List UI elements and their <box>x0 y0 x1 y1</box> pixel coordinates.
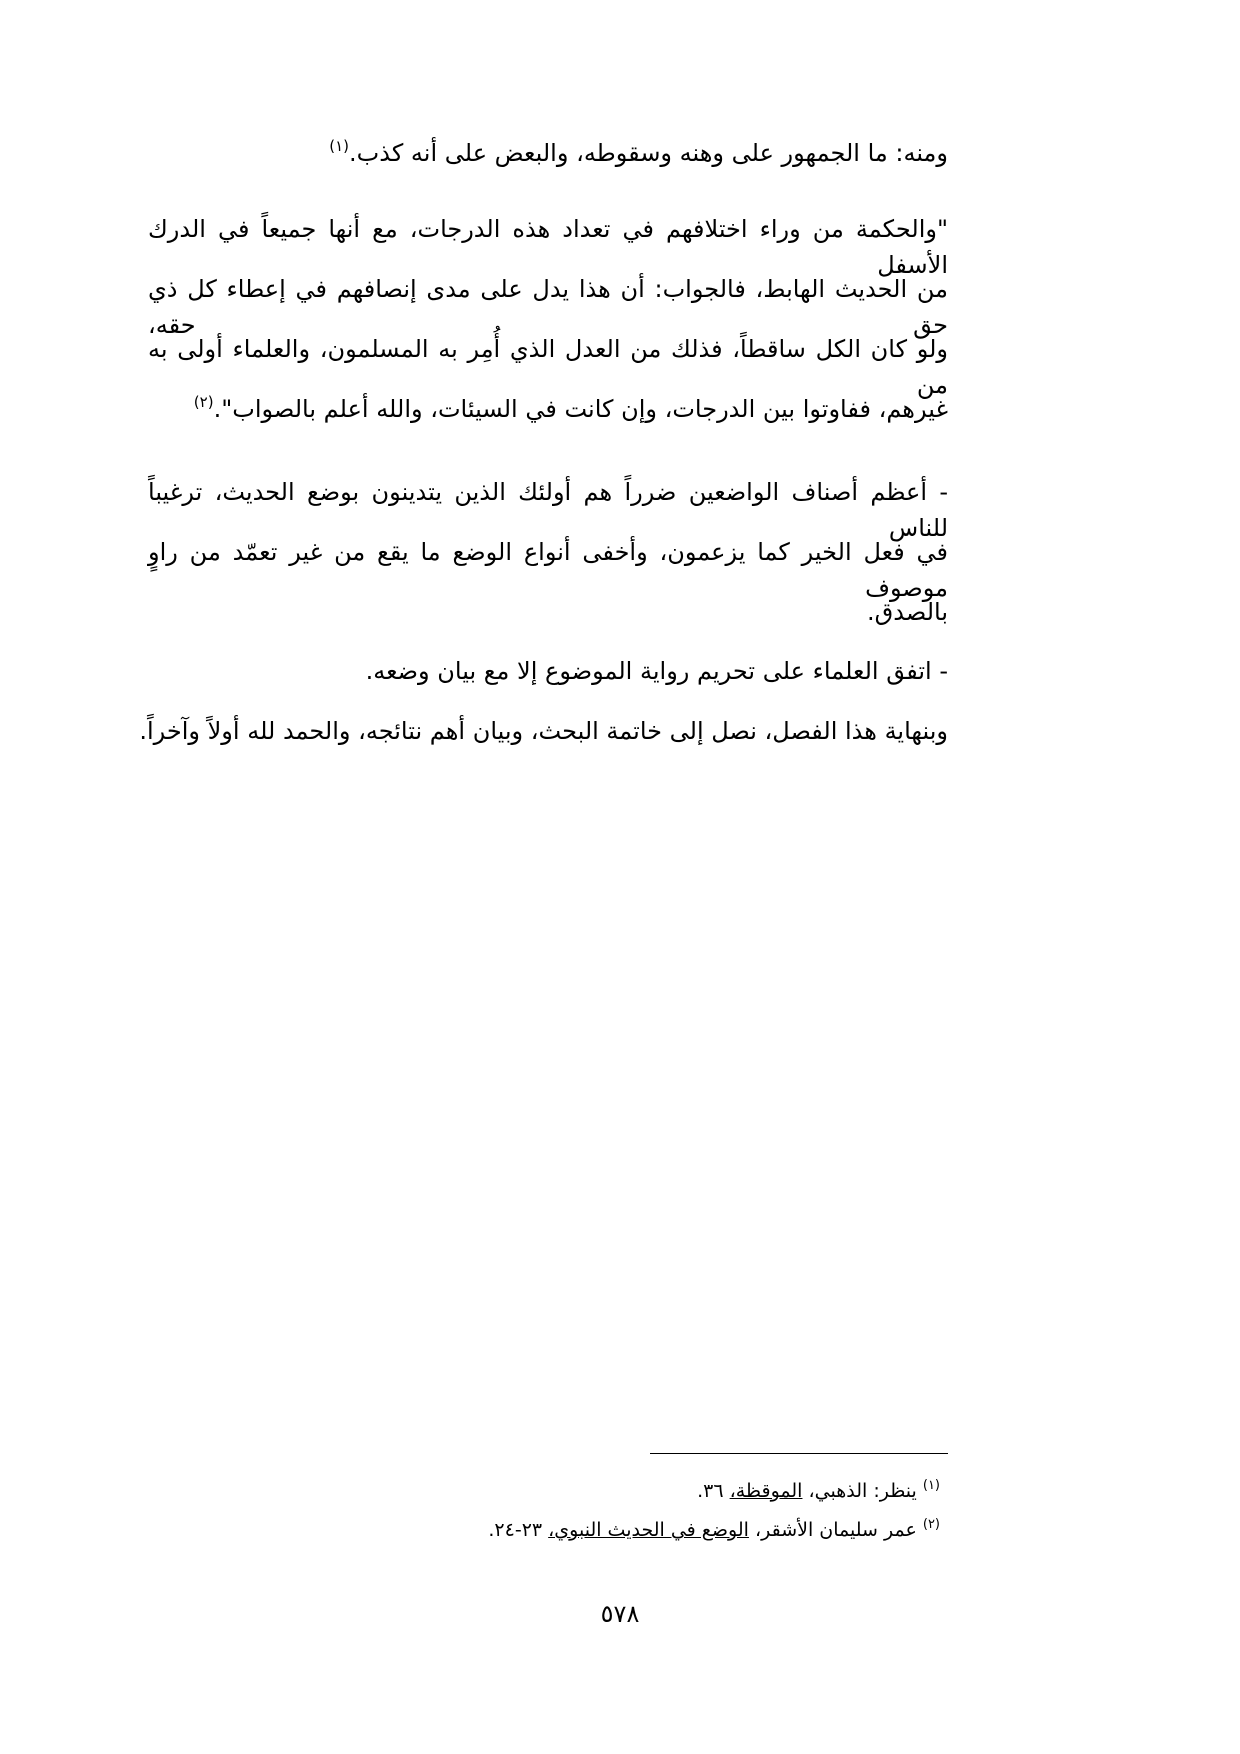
paragraph-4: - اتفق العلماء على تحريم رواية الموضوع إلا مع بيان وضعه. <box>365 657 948 685</box>
footnote-1-title: الموقظة، <box>729 1480 803 1502</box>
footnote-2-pages: ٢٣-٢٤. <box>488 1519 543 1541</box>
paragraph-3-line-1: - أعظم أصناف الواضعين ضرراً هم أولئك الذين يتدينون بوضع الحديث، ترغيباً للناس <box>148 478 948 542</box>
paragraph-2-line-1: "والحكمة من وراء اختلافهم في تعداد هذه الدرجات، مع أنها جميعاً في الدرك الأسفل <box>148 215 948 279</box>
paragraph-2-line-4-text: غيرهم، ففاوتوا بين الدرجات، وإن كانت في السيئات، والله أعلم بالصواب". <box>213 395 948 423</box>
paragraph-2-line-2: من الحديث الهابط، فالجواب: أن هذا يدل على مدى إنصافهم في إعطاء كل ذي حق حقه، <box>148 275 948 339</box>
footnote-1-prefix: ينظر: الذهبي، <box>808 1480 917 1502</box>
paragraph-2-line-4 <box>148 391 948 427</box>
footnote-1-pages: ٣٦. <box>697 1480 724 1502</box>
footnote-ref-1[interactable]: (١) <box>329 137 350 155</box>
paragraph-2-line-3: ولو كان الكل ساقطاً، فذلك من العدل الذي أُمِر به المسلمون، والعلماء أولى به من <box>148 335 948 399</box>
footnote-separator <box>650 1453 948 1454</box>
footnote-2-title: الوضع في الحديث النبوي، <box>548 1519 749 1541</box>
footnote-2-prefix: عمر سليمان الأشقر، <box>754 1519 917 1541</box>
footnote-2-marker: (٢) <box>922 1517 940 1532</box>
body-line-1 <box>148 135 948 171</box>
page-number: ٥٧٨ <box>600 1600 640 1628</box>
paragraph-3-line-3: بالصدق. <box>867 598 948 626</box>
footnote-1-marker: (١) <box>922 1478 940 1493</box>
paragraph-3-line-2: في فعل الخير كما يزعمون، وأخفى أنواع الوضع ما يقع من غير تعمّد من راوٍ موصوف <box>148 538 948 602</box>
paragraph-5: وبنهاية هذا الفصل، نصل إلى خاتمة البحث، وبيان أهم نتائجه، والحمد لله أولاً وآخراً. <box>139 717 948 745</box>
footnote-2 <box>488 1516 940 1544</box>
footnote-ref-2[interactable]: (٢) <box>193 393 214 411</box>
footnote-1 <box>697 1477 940 1505</box>
body-line-1-text: ومنه: ما الجمهور على وهنه وسقوطه، والبعض على أنه كذب. <box>349 139 948 167</box>
